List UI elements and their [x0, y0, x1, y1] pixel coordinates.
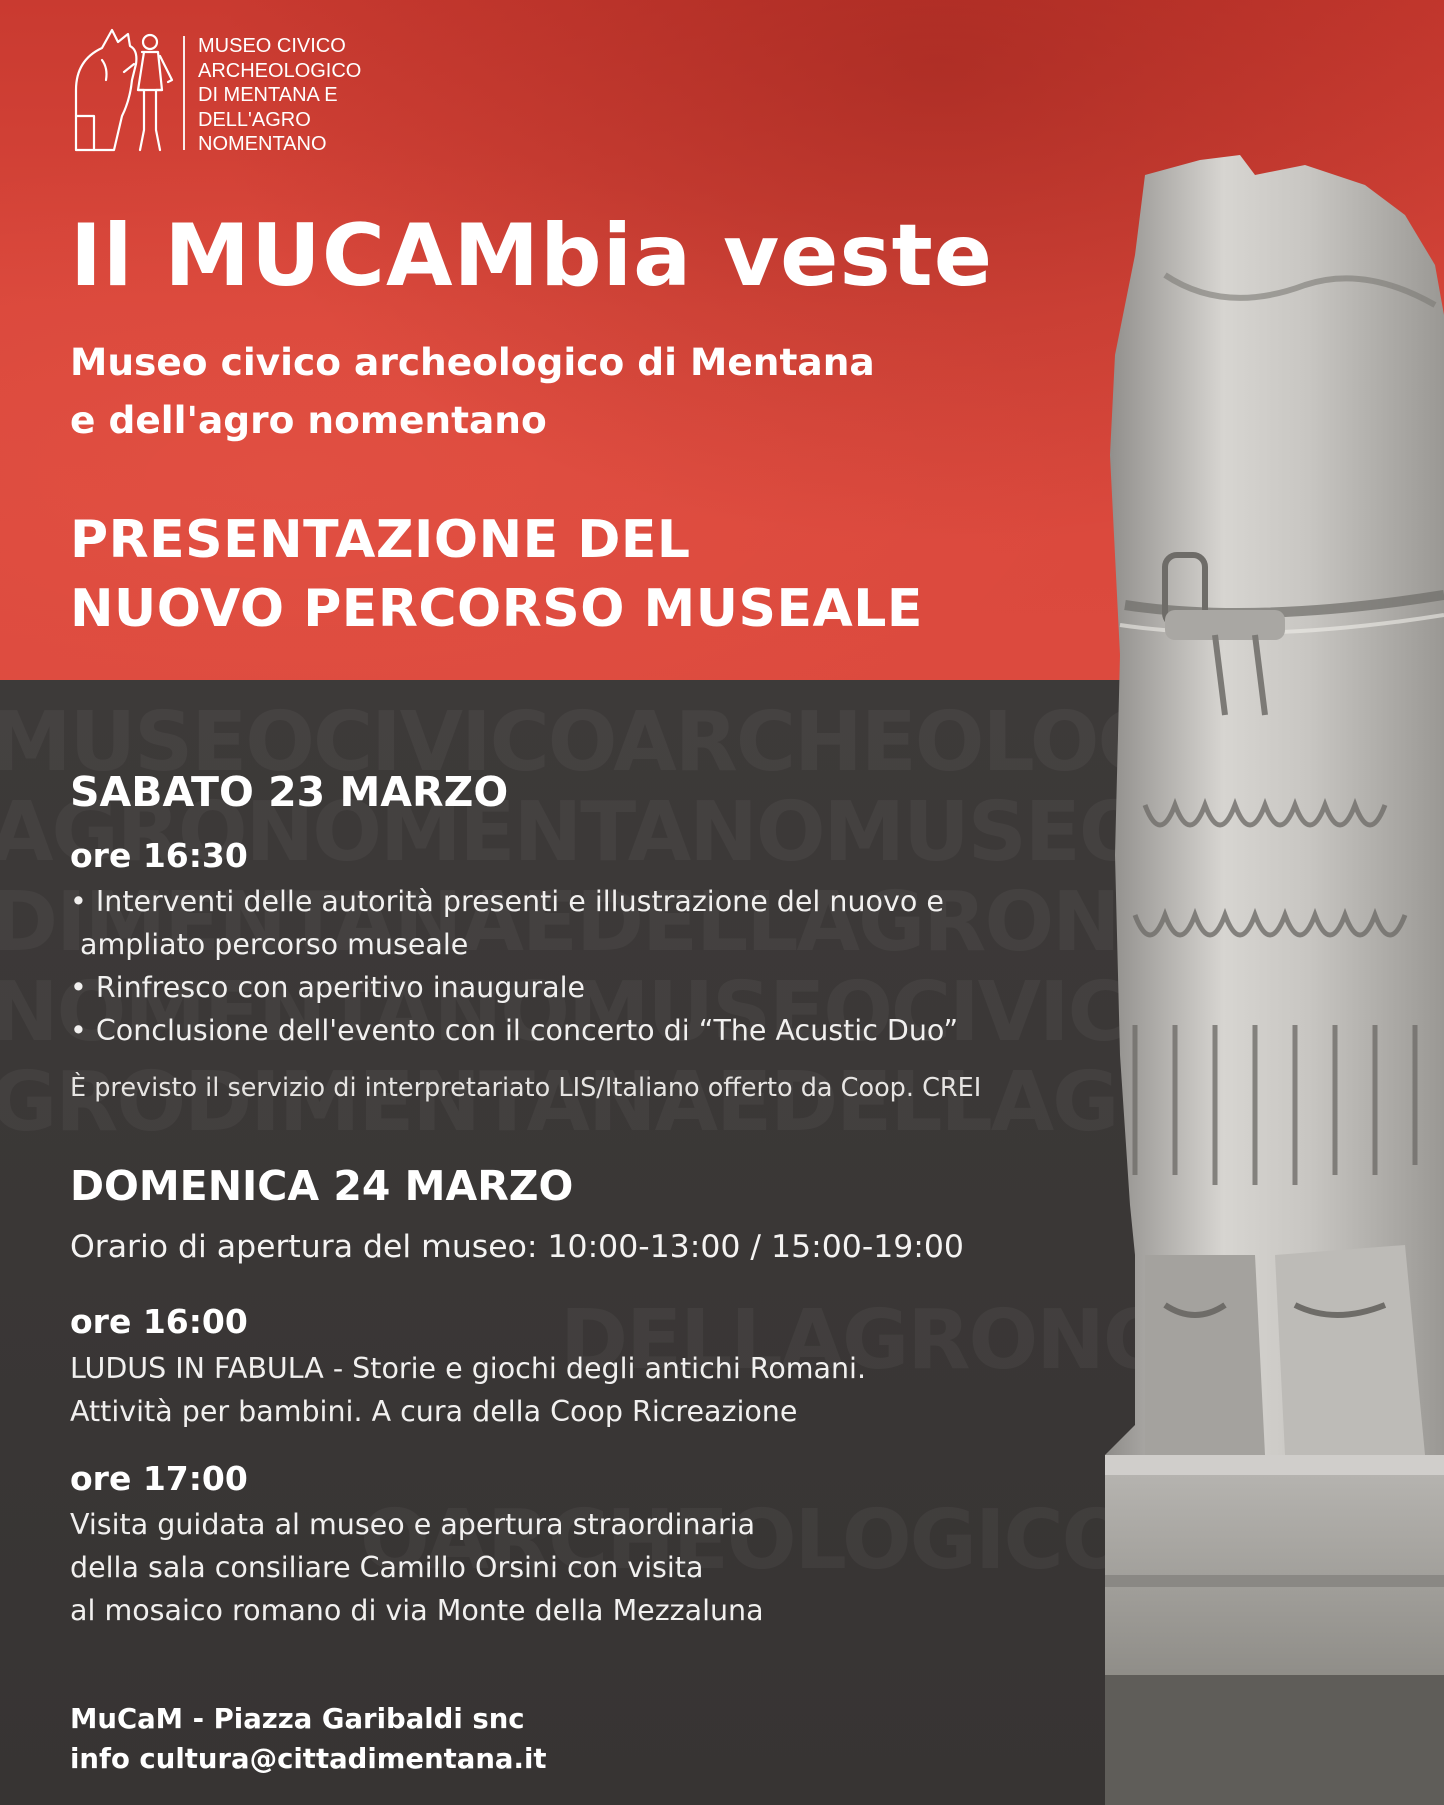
- list-item: • Interventi delle autorità presenti e illustrazione del nuovo e: [70, 885, 944, 918]
- list-item: • Conclusione dell'evento con il concerto di “The Acustic Duo”: [70, 1014, 959, 1047]
- saturday-heading: SABATO 23 MARZO: [70, 768, 509, 816]
- footer-address: MuCaM - Piazza Garibaldi snc: [70, 1703, 525, 1735]
- subtitle-line: e dell'agro nomentano: [70, 398, 547, 442]
- event-description: della sala consiliare Camillo Orsini con visita: [70, 1551, 704, 1584]
- logo-line: NOMENTANO: [198, 133, 327, 155]
- roman-statue-image: [1105, 155, 1444, 1805]
- event-description: LUDUS IN FABULA - Storie e giochi degli antichi Romani.: [70, 1352, 867, 1385]
- headline-line: NUOVO PERCORSO MUSEALE: [70, 579, 923, 639]
- saturday-time: ore 16:30: [70, 836, 248, 875]
- event-description: Visita guidata al museo e apertura straordinaria: [70, 1508, 756, 1541]
- event-description: al mosaico romano di via Monte della Mezzaluna: [70, 1594, 764, 1627]
- interpreter-note: È previsto il servizio di interpretariato LIS/Italiano offerto da Coop. CREI: [70, 1073, 982, 1103]
- footer-contact: info cultura@cittadimentana.it: [70, 1743, 547, 1775]
- logo-line: MUSEO CIVICO: [198, 35, 346, 57]
- logo-line: DI MENTANA E: [198, 84, 338, 106]
- museum-logo-text: [198, 34, 361, 157]
- bull-and-warrior-icon: [72, 20, 184, 155]
- event-headline: [70, 506, 923, 644]
- sunday-time-1700: ore 17:00: [70, 1459, 248, 1498]
- list-item: ampliato percorso museale: [80, 928, 469, 961]
- logo-line: ARCHEOLOGICO: [198, 59, 362, 82]
- opening-hours: Orario di apertura del museo: 10:00-13:00 / 15:00-19:00: [70, 1229, 964, 1265]
- headline-line: PRESENTAZIONE DEL: [70, 510, 691, 570]
- list-item: • Rinfresco con aperitivo inaugurale: [70, 971, 586, 1004]
- sunday-heading: DOMENICA 24 MARZO: [70, 1162, 574, 1210]
- logo-divider: [183, 36, 185, 150]
- page-subtitle: [70, 333, 875, 449]
- logo-line: DELL'AGRO: [198, 108, 311, 131]
- event-description: Attività per bambini. A cura della Coop Ricreazione: [70, 1395, 798, 1428]
- subtitle-line: Museo civico archeologico di Mentana: [70, 340, 875, 384]
- sunday-time-1600: ore 16:00: [70, 1302, 248, 1341]
- page-title: Il MUCAMbia veste: [70, 206, 994, 306]
